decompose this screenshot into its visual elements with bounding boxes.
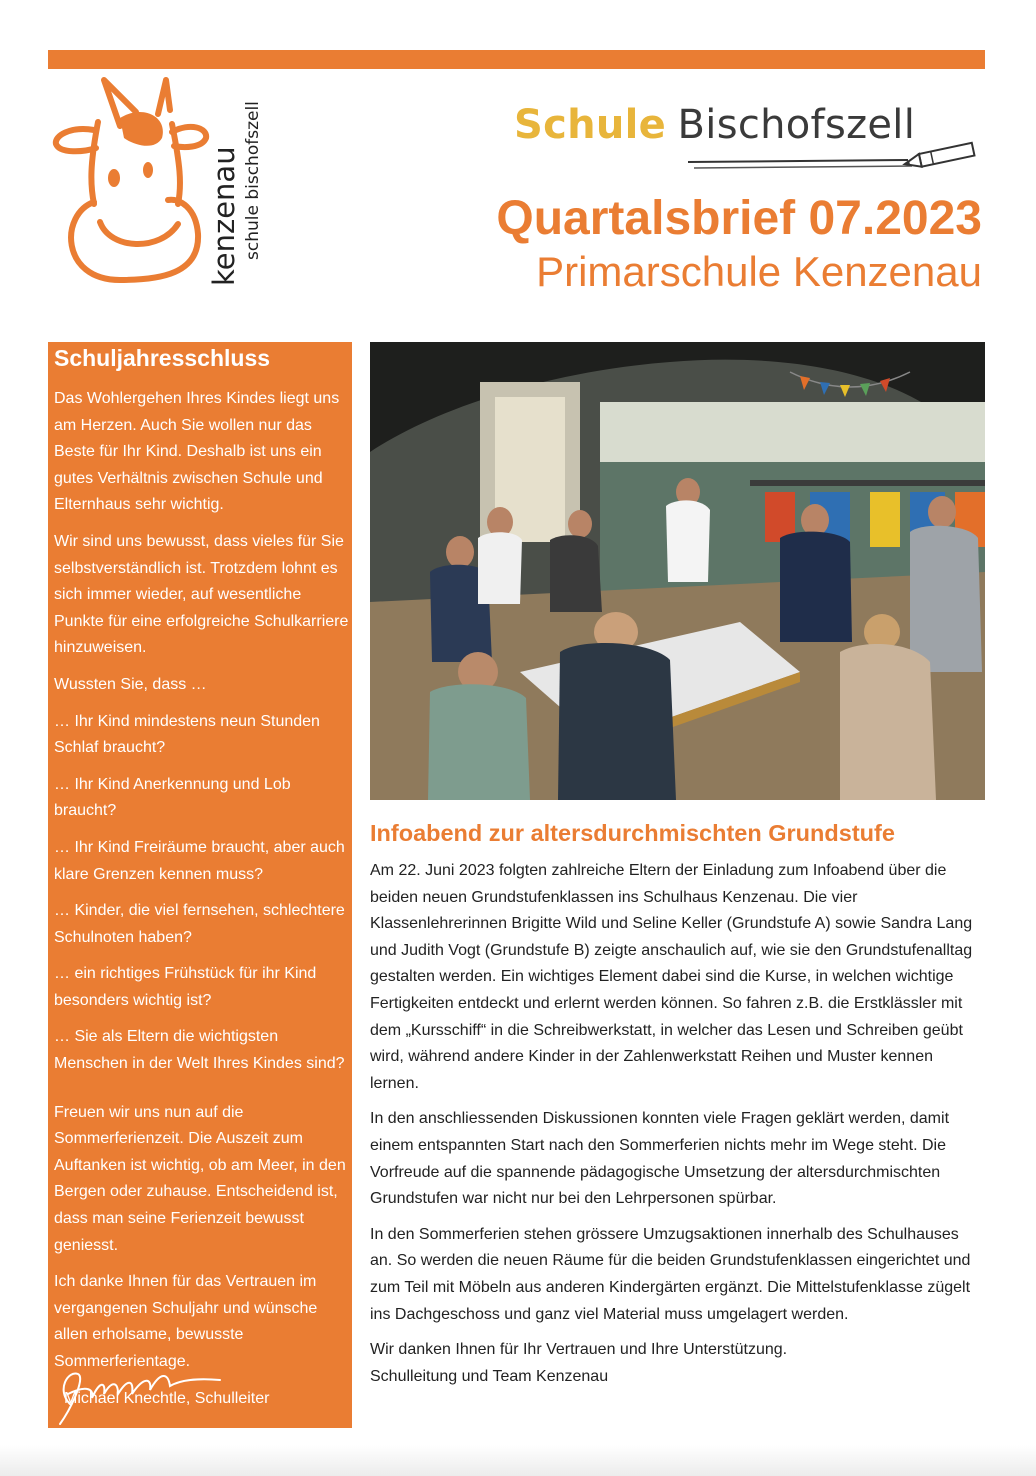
article-body <box>370 858 985 1390</box>
top-accent-bar <box>48 50 985 69</box>
sidebar-question: … Ihr Kind Anerkennung und Lob braucht? <box>54 775 291 820</box>
article-paragraph: In den anschliessenden Diskussionen konnten viele Fragen geklärt werden, damit einem entspannten Start nach den Sommerferien nichts mehr im Wege steht. Die Vorfreude auf die spannende pädagogische Umsetzung der altersdurchmischten Grundstufen war nicht nur bei den Lehrpersonen spürbar. <box>370 1110 950 1208</box>
sidebar-paragraph: Wussten Sie, dass … <box>54 675 207 693</box>
signature-icon <box>48 1350 348 1428</box>
sidebar-paragraph: Ich danke Ihnen für das Vertrauen im vergangenen Schuljahr und wünsche allen erholsame, bewusste Sommerferientage. <box>54 1273 318 1370</box>
article-paragraph: In den Sommerferien stehen grössere Umzugsaktionen innerhalb des Schulhauses an. So werden die neuen Räume für die beiden Grundstufenklassen eingerichtet und zum Teil mit Möbeln aus anderen Kindergärten ergänzt. Die Mittelstufenklasse zügelt ins Dachgeschoss und ganz viel Material muss umgelagert werden. <box>370 1225 971 1323</box>
sidebar-question: … ein richtiges Frühstück für ihr Kind besonders wichtig ist? <box>54 965 317 1009</box>
sidebar-body <box>54 386 350 1386</box>
sidebar-paragraph: Freuen wir uns nun auf die Sommerferienzeit. Die Auszeit zum Auftanken ist wichtig, ob am Meer, in den Bergen oder zuhause. Entscheidend ist, dass man seine Ferienzeit bewusst geniesst. <box>54 1103 346 1254</box>
cow-logo-icon <box>50 74 265 296</box>
article-paragraph: Am 22. Juni 2023 folgten zahlreiche Eltern der Einladung zum Infoabend über die beiden neuen Grundstufenklassen ins Schulhaus Kenzenau. Die vier Klassenlehrerinnen Brigitte Wild und Seline Keller (Grundstufe A) sowie Sandra Lang und Judith Vogt (Grundstufe B) zeigte anschaulich auf, wie sie den Grundstufenalltag gestalten werden. Ein wichtiges Element dabei sind die Kurse, in welchen wichtige Fertigkeiten entdeckt und erlernt werden können. So fahren z.B. die Erstklässler mit dem „Kursschiff“ in die Schreibwerkstatt, in welcher das Lesen und Schreiben geübt wird, während andere Kinder in der Zahlenwerkstatt Reihen und Muster kennen lernen. <box>370 862 973 1092</box>
page-title: Quartalsbrief 07.2023 <box>496 192 982 245</box>
sidebar-paragraph: Wir sind uns bewusst, dass vieles für Sie selbstverständlich ist. Trotzdem lohnt es sich immer wieder, auf wesentliche Punkte für eine erfolgreiche Schulkarriere hinzuweisen. <box>54 532 349 657</box>
article-title: Infoabend zur altersdurchmischten Grundstufe <box>370 820 895 846</box>
logo-sub: schule bischofszell <box>243 101 263 260</box>
sidebar-question: … Ihr Kind Freiräume braucht, aber auch klare Grenzen kennen muss? <box>54 838 345 883</box>
page-subtitle: Primarschule Kenzenau <box>536 248 982 295</box>
sidebar-question: … Ihr Kind mindestens neun Stunden Schlaf braucht? <box>54 712 320 757</box>
article-closing: Schulleitung und Team Kenzenau <box>370 1367 609 1385</box>
logo-name: kenzenau <box>207 146 241 286</box>
sidebar-question: … Kinder, die viel fernsehen, schlechtere Schulnoten haben? <box>54 902 345 946</box>
article-thanks: Wir danken Ihnen für Ihr Vertrauen und Ihre Unterstützung. <box>370 1341 788 1359</box>
sidebar-paragraph: Das Wohlergehen Ihres Kindes liegt uns am Herzen. Auch Sie wollen nur das Beste für Ihr Kind. Deshalb ist uns ein gutes Verhältnis zwischen Schule und Elternhaus sehr wichtig. <box>54 390 340 514</box>
sidebar-heading: Schuljahresschluss <box>54 345 271 371</box>
pencil-icon <box>688 138 988 172</box>
school-word-1: Schule <box>514 102 667 148</box>
sidebar-box <box>48 342 352 1428</box>
signature-name: Michael Knechtle, Schulleiter <box>64 1390 270 1407</box>
page-bottom-edge <box>0 1445 1036 1476</box>
school-word-2: Bischofszell <box>677 102 916 148</box>
event-photo <box>370 342 985 800</box>
sidebar-question: … Sie als Eltern die wichtigsten Menschen in der Welt Ihres Kindes sind? <box>54 1028 345 1073</box>
